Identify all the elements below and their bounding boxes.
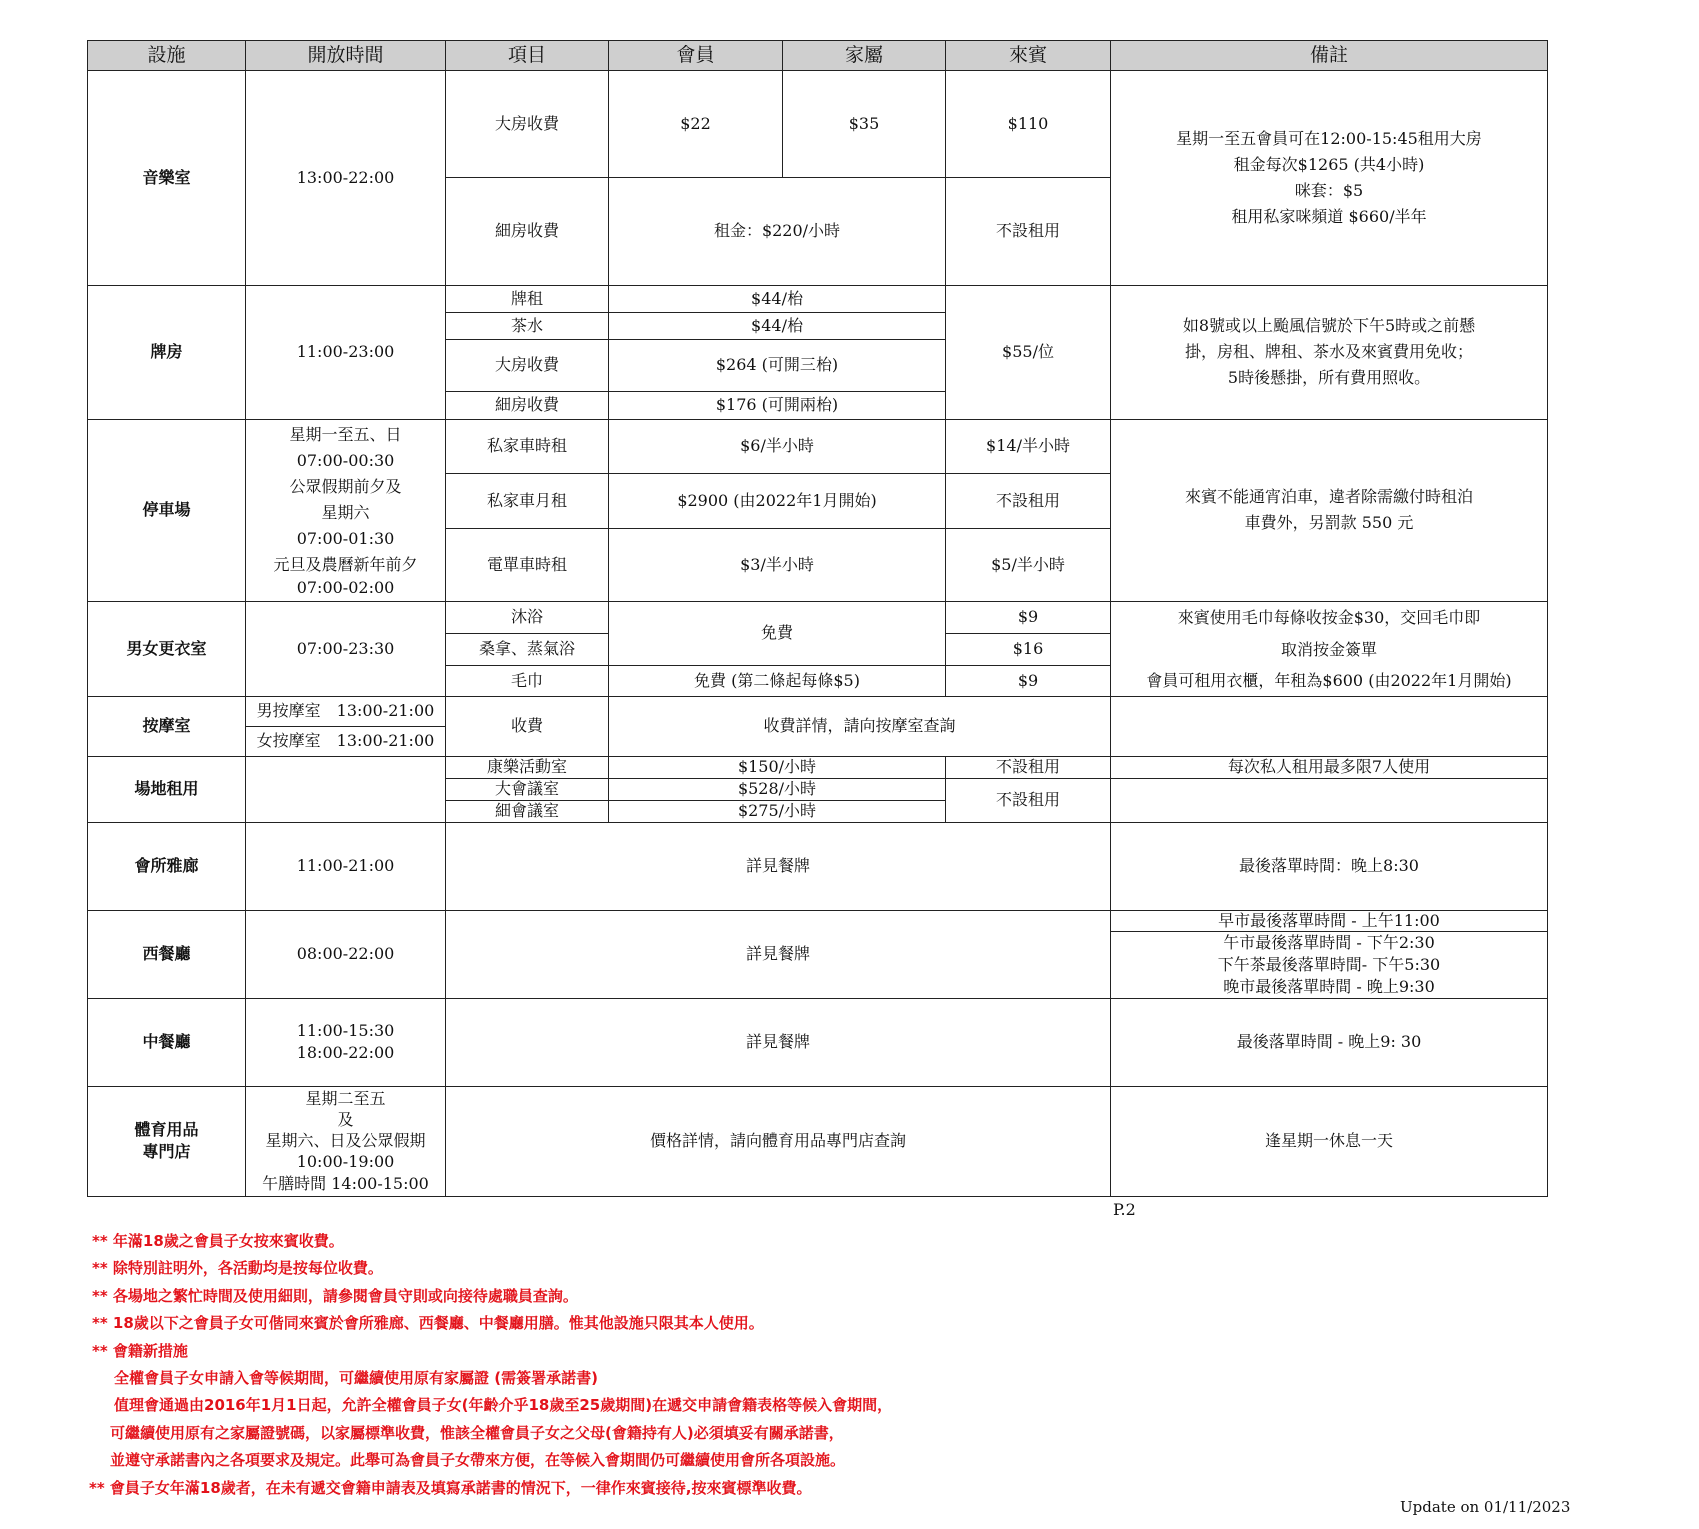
table-row xyxy=(88,696,1548,726)
member-price: $22 xyxy=(609,70,783,177)
table-row xyxy=(88,1086,1548,1196)
item-label: 私家車月租 xyxy=(446,473,609,528)
hours-line: 18:00-22:00 xyxy=(296,1043,395,1062)
header-member: 會員 xyxy=(609,41,783,71)
member-family-price: $275/小時 xyxy=(609,800,946,822)
remarks-massage xyxy=(1111,696,1548,756)
guest-price: 不設租用 xyxy=(946,473,1111,528)
guest-price: $5/半小時 xyxy=(946,528,1111,601)
header-item: 項目 xyxy=(446,41,609,71)
update-date: Update on 01/11/2023 xyxy=(1400,1498,1571,1516)
guest-price: 不設租用 xyxy=(946,177,1111,285)
member-family-price: $6/半小時 xyxy=(609,419,946,473)
hours-venue xyxy=(246,756,446,822)
table-row xyxy=(88,822,1548,910)
item-label: 電單車時租 xyxy=(446,528,609,601)
item-label: 牌租 xyxy=(446,285,609,312)
hours-line: 07:00-00:30 xyxy=(296,451,395,470)
note-line: ** 各場地之繁忙時間及使用細則，請參閱會員守則或向接待處職員查詢。 xyxy=(92,1286,578,1305)
table-row xyxy=(88,285,1548,312)
header-facility: 設施 xyxy=(88,41,246,71)
hours-line: 11:00-15:30 xyxy=(296,1021,395,1040)
note-line: ** 年滿18歲之會員子女按來賓收費。 xyxy=(92,1232,344,1250)
hours-line: 星期六、日及公眾假期 xyxy=(265,1130,426,1150)
item-label: 大房收費 xyxy=(446,70,609,177)
facility-name-sports xyxy=(88,1086,246,1196)
member-family-price: 免費 xyxy=(609,601,946,666)
guest-price: $55/位 xyxy=(946,285,1111,419)
item-label: 茶水 xyxy=(446,312,609,339)
member-family-price: $264 (可開三枱) xyxy=(609,339,946,391)
note-line: 全權會員子女申請入會等候期間，可繼續使用原有家屬證 (需簽署承諾書) xyxy=(114,1369,598,1388)
remark-line: 逢星期一休息一天 xyxy=(1264,1131,1393,1150)
facility-name-lounge: 會所雅廊 xyxy=(88,822,246,910)
facility-name-music: 音樂室 xyxy=(88,70,246,285)
table-row xyxy=(88,998,1548,1086)
hours-line: 星期六 xyxy=(321,503,370,522)
member-family-price: $176 (可開兩枱) xyxy=(609,391,946,419)
remarks-mahjong xyxy=(1111,285,1548,419)
hours-line: 午膳時間 14:00-15:00 xyxy=(262,1173,429,1193)
header-guest: 來賓 xyxy=(946,41,1111,71)
note-line: 可繼續使用原有之家屬證號碼，以家屬標準收費，惟該全權會員子女之父母(會籍持有人)必須填妥有關承諾書， xyxy=(110,1423,844,1442)
note-line: ** 18歲以下之會員子女可偕同來賓於會所雅廊、西餐廳、中餐廳用膳。惟其他設施只限其本人使用。 xyxy=(92,1314,764,1333)
table-row xyxy=(88,419,1548,473)
table-row xyxy=(88,910,1548,998)
item-label: 大房收費 xyxy=(446,339,609,391)
facility-name-chinese: 中餐廳 xyxy=(88,998,246,1086)
remarks-parking xyxy=(1111,419,1548,601)
member-family-price: $3/半小時 xyxy=(609,528,946,601)
name-line: 體育用品 xyxy=(134,1120,199,1139)
hours-music: 13:00-22:00 xyxy=(246,70,446,285)
guest-price: $14/半小時 xyxy=(946,419,1111,473)
remarks-chinese xyxy=(1111,998,1548,1086)
note-line: 並遵守承諾書內之各項要求及規定。此舉可為會員子女帶來方便，在等候入會期間仍可繼續使用會所各項設施。 xyxy=(110,1451,846,1470)
hours-line: 及 xyxy=(337,1109,354,1129)
price-info: 收費詳情，請向按摩室查詢 xyxy=(609,696,1111,756)
remarks-sports xyxy=(1111,1086,1548,1196)
family-price: $35 xyxy=(783,70,946,177)
member-family-price: $150/小時 xyxy=(609,756,946,778)
hours-line: 元旦及農曆新年前夕 xyxy=(273,555,418,574)
note-line: 值理會通過由2016年1月1日起，允許全權會員子女(年齡介乎18歲至25歲期間)在遞交申請會籍表格等候入會期間， xyxy=(114,1396,893,1415)
guest-price: $110 xyxy=(946,70,1111,177)
hours-massage-male: 男按摩室 13:00-21:00 xyxy=(246,696,446,726)
header-family: 家屬 xyxy=(783,41,946,71)
hours-chinese xyxy=(246,998,446,1086)
remarks-lounge xyxy=(1111,822,1548,910)
remark-line: 最後落單時間：晚上8:30 xyxy=(1239,856,1419,875)
remark-line: 最後落單時間 - 晚上9: 30 xyxy=(1236,1032,1422,1051)
remark-line: 晚市最後落單時間 - 晚上9:30 xyxy=(1223,976,1435,996)
remark-line: 來賓使用毛巾每條收按金$30，交回毛巾即 xyxy=(1177,607,1481,627)
notes-section xyxy=(89,1228,1392,1502)
hours-sports xyxy=(246,1086,446,1196)
item-label: 康樂活動室 xyxy=(446,756,609,778)
menu-info: 詳見餐牌 xyxy=(446,998,1111,1086)
hours-line: 星期一至五、日 xyxy=(289,425,402,444)
facility-name-mahjong: 牌房 xyxy=(88,285,246,419)
note-line: ** 除特別註明外，各活動均是按每位收費。 xyxy=(92,1259,383,1278)
remark-line: 下午茶最後落單時間- 下午5:30 xyxy=(1217,954,1441,974)
menu-info: 詳見餐牌 xyxy=(446,910,1111,998)
hours-mahjong: 11:00-23:00 xyxy=(246,285,446,419)
remark-line: 如8號或以上颱風信號於下午5時或之前懸 xyxy=(1182,316,1476,335)
hours-line: 公眾假期前夕及 xyxy=(289,477,402,496)
remark-line: 星期一至五會員可在12:00-15:45租用大房 xyxy=(1176,128,1482,148)
item-label: 大會議室 xyxy=(446,778,609,800)
item-label: 細房收費 xyxy=(446,391,609,419)
guest-price: 不設租用 xyxy=(946,756,1111,778)
hours-line: 星期二至五 xyxy=(305,1088,386,1108)
remark-line: 來賓不能通宵泊車，違者除需繳付時租泊 xyxy=(1184,487,1473,506)
item-label: 毛巾 xyxy=(446,666,609,696)
facility-name-massage: 按摩室 xyxy=(88,696,246,756)
table-row xyxy=(88,756,1548,778)
facility-name-western: 西餐廳 xyxy=(88,910,246,998)
hours-western: 08:00-22:00 xyxy=(246,910,446,998)
item-label: 私家車時租 xyxy=(446,419,609,473)
hours-parking xyxy=(246,419,446,601)
item-label: 沐浴 xyxy=(446,601,609,633)
member-family-price: $528/小時 xyxy=(609,778,946,800)
facility-name-parking: 停車場 xyxy=(88,419,246,601)
facility-table xyxy=(87,40,1548,1197)
note-line: ** 會籍新措施 xyxy=(92,1341,188,1360)
facility-name-venue: 場地租用 xyxy=(88,756,246,822)
remark-line: 車費外，另罰款 550 元 xyxy=(1244,513,1414,532)
page-number: P.2 xyxy=(1113,1200,1136,1219)
remarks-western xyxy=(1111,910,1548,998)
hours-line: 07:00-01:30 xyxy=(296,529,395,548)
remark-line: 掛，房租、牌租、茶水及來賓費用免收； xyxy=(1184,342,1473,361)
member-family-price: $44/枱 xyxy=(609,312,946,339)
hours-locker: 07:00-23:30 xyxy=(246,601,446,696)
price-info: 價格詳情，請向體育用品專門店查詢 xyxy=(446,1086,1111,1196)
member-family-price: $44/枱 xyxy=(609,285,946,312)
remark-line: 租金每次$1265 (共4小時) xyxy=(1233,154,1425,174)
hours-line: 07:00-02:00 xyxy=(296,578,395,597)
member-family-price: 租金：$220/小時 xyxy=(609,177,946,285)
hours-line: 10:00-19:00 xyxy=(296,1151,395,1171)
remark-line: 5時後懸掛，所有費用照收。 xyxy=(1227,368,1431,387)
note-line: ** 會員子女年滿18歲者，在未有遞交會籍申請表及填寫承諾書的情況下，一律作來賓接待,按來賓標準收費。 xyxy=(89,1478,812,1497)
item-label: 細房收費 xyxy=(446,177,609,285)
remarks-venue: 每次私人租用最多限7人使用 xyxy=(1111,756,1548,778)
hours-massage-female: 女按摩室 13:00-21:00 xyxy=(246,726,446,756)
header-remarks: 備註 xyxy=(1111,41,1548,71)
remark-line: 取消按金簽單 xyxy=(1280,639,1377,659)
item-label: 桑拿、蒸氣浴 xyxy=(446,633,609,665)
member-family-price: 免費 (第二條起每條$5) xyxy=(609,666,946,696)
header-hours: 開放時間 xyxy=(246,41,446,71)
remark-line: 會員可租用衣櫃，年租為$600 (由2022年1月開始) xyxy=(1146,670,1512,690)
remark-line: 租用私家咪頻道 $660/半年 xyxy=(1231,206,1427,226)
member-family-price: $2900 (由2022年1月開始) xyxy=(609,473,946,528)
table-row xyxy=(88,601,1548,633)
facility-name-locker: 男女更衣室 xyxy=(88,601,246,696)
remark-line: 早市最後落單時間 - 上午11:00 xyxy=(1111,911,1547,932)
guest-price: $16 xyxy=(946,633,1111,665)
menu-info: 詳見餐牌 xyxy=(446,822,1111,910)
hours-lounge: 11:00-21:00 xyxy=(246,822,446,910)
remarks-music xyxy=(1111,70,1548,285)
remark-line: 咪套：$5 xyxy=(1294,180,1364,200)
table-header-row xyxy=(88,41,1548,71)
guest-price: $9 xyxy=(946,666,1111,696)
item-label: 細會議室 xyxy=(446,800,609,822)
remarks-venue-empty xyxy=(1111,778,1548,822)
name-line: 專門店 xyxy=(142,1142,191,1161)
guest-price: 不設租用 xyxy=(946,778,1111,822)
item-label: 收費 xyxy=(446,696,609,756)
facility-sheet xyxy=(87,40,1547,1197)
table-row xyxy=(88,70,1548,177)
guest-price: $9 xyxy=(946,601,1111,633)
remark-line: 午市最後落單時間 - 下午2:30 xyxy=(1223,932,1435,952)
remarks-locker xyxy=(1111,601,1548,696)
